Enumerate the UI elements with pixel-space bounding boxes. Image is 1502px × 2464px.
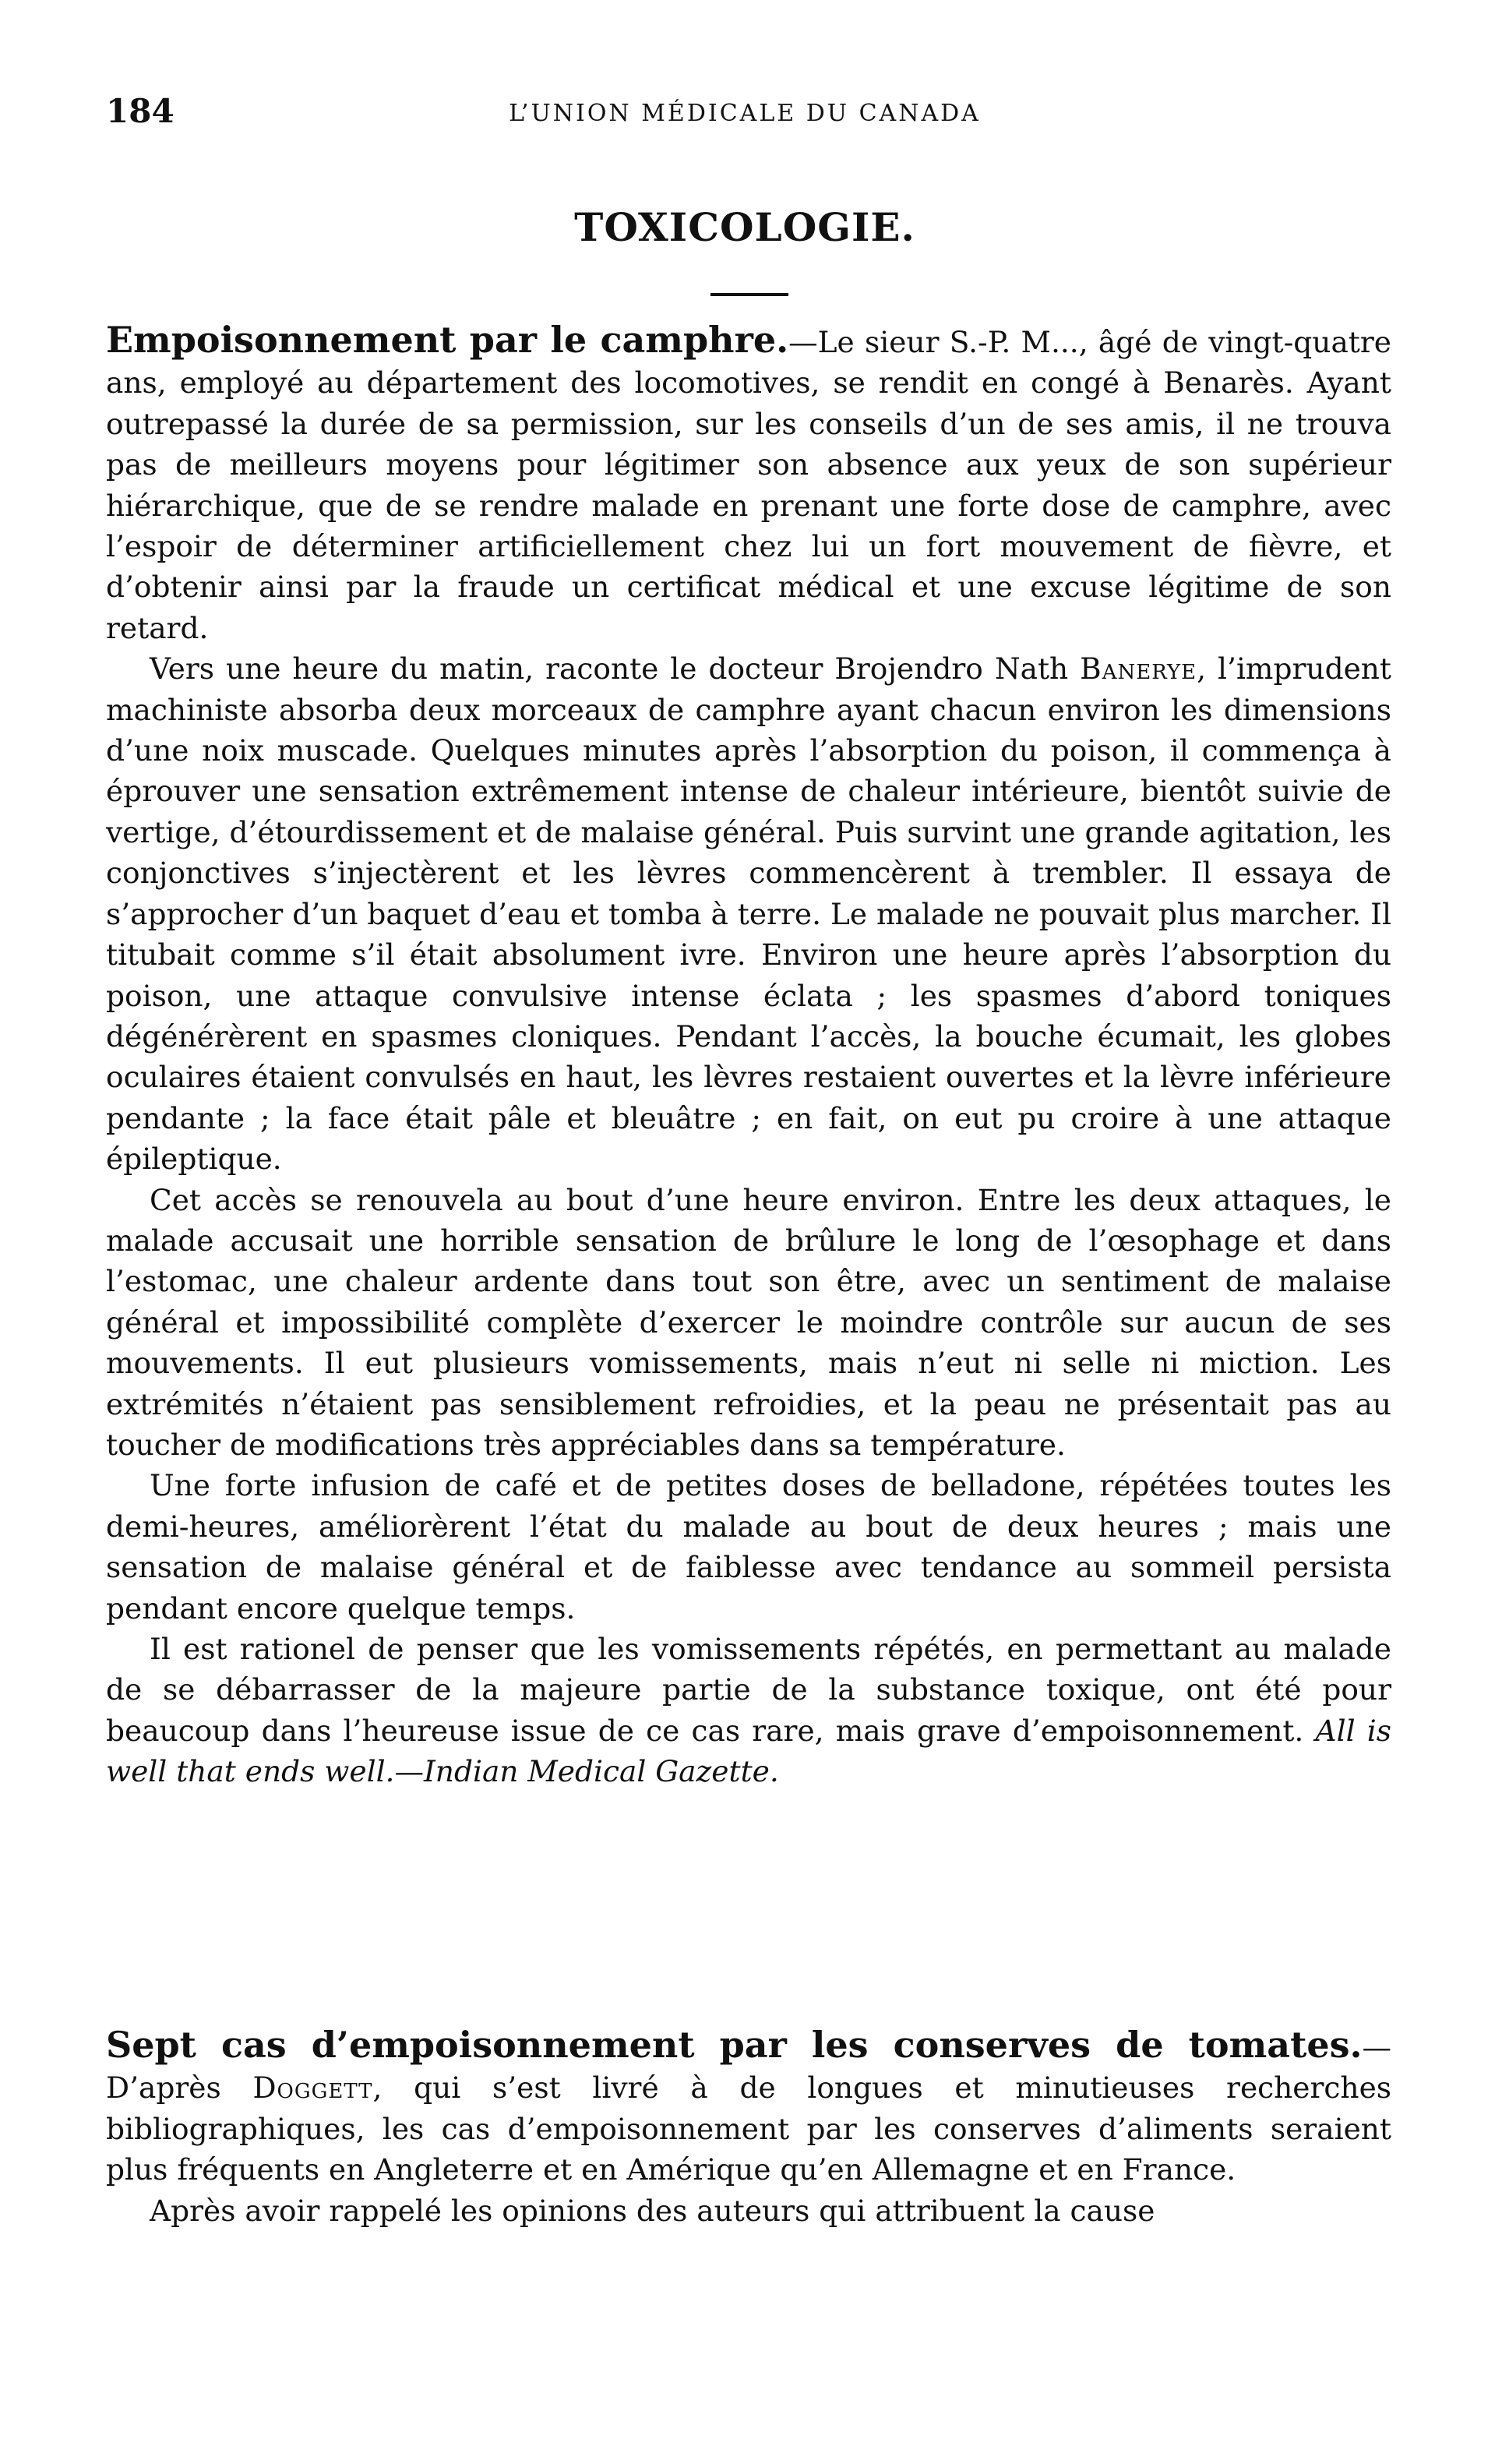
running-header <box>106 92 1384 139</box>
article-heading: Empoisonnement par le camphre. <box>106 319 789 361</box>
journal-title: L’UNION MÉDICALE DU CANADA <box>509 100 981 127</box>
paragraph-text: —Le sieur S.-P. M..., âgé de vingt-quatre ans, employé au département des locomotives, se rendit en congé à Benarès. Ayant outrepassé la durée de sa permission, sur les conseils d’un de ses amis, il ne trouva pas de meilleurs moyens pour légitimer son absence aux yeux de son supérieur hiérarchique, que de se rendre malade en prenant une forte dose de camphre, avec l’espoir de déterminer artificiellement chez lui un fort mouvement de fièvre, et d’obtenir ainsi par la fraude un certificat médical et une excuse légitime de son retard. <box>106 325 1391 645</box>
article-paragraph <box>106 1629 1391 1792</box>
author-name: Doggett <box>252 2070 373 2106</box>
article-heading: Sept cas d’empoisonnement par les conserves de tomates. <box>106 2024 1363 2066</box>
source-citation: All is well that ends well.—Indian Medical Gazette. <box>106 1713 1391 1789</box>
article-paragraph <box>106 2190 1391 2231</box>
paragraph-text: Cet accès se renouvela au bout d’une heure environ. Entre les deux attaques, le malade accusait une horrible sensation de brûlure le long de l’œsophage et dans l’estomac, une chaleur ardente dans tout son être, avec un sentiment de malaise général et impossibilité complète d’exercer le moindre contrôle sur aucun de ses mouvements. Il eut plusieurs vomissements, mais n’eut ni selle ni miction. Les extrémités n’étaient pas sensiblement refroidies, et la peau ne présentait pas au toucher de modifications très appréciables dans sa température. <box>106 1182 1391 1462</box>
paragraph-text: —D’après <box>106 2030 1391 2106</box>
section-title: TOXICOLOGIE. <box>574 204 915 250</box>
article-paragraph <box>106 2025 1391 2190</box>
article-paragraph <box>106 648 1391 1179</box>
doctor-name: Banerye <box>1080 651 1197 687</box>
article-paragraph <box>106 1465 1391 1629</box>
paragraph-text: Il est rationel de penser que les vomissements répétés, en permettant au malade de se débarrasser de la majeure partie de la substance toxique, ont été pour beaucoup dans l’heureuse issue de ce cas rare, mais grave d’empoisonnement. <box>106 1632 1391 1748</box>
paragraph-text: , qui s’est livré à de longues et minutieuses recherches bibliographiques, les cas d’empoisonnement par les conserves d’aliments seraient plus fréquents en Angleterre et en Amérique qu’en Allemagne et en France. <box>106 2070 1392 2187</box>
paragraph-text: Après avoir rappelé les opinions des auteurs qui attribuent la cause <box>150 2193 1155 2228</box>
page-number: 184 <box>106 92 175 130</box>
paragraph-text: Vers une heure du matin, raconte le docteur Brojendro Nath <box>150 651 1081 687</box>
article-camphre <box>106 319 1391 1792</box>
paragraph-text: , l’imprudent machiniste absorba deux morceaux de camphre ayant chacun environ les dimensions d’une noix muscade. Quelques minutes après l’absorption du poison, il commença à éprouver une sensation extrêmement intense de chaleur intérieure, bientôt suivie de vertige, d’étourdissement et de malaise général. Puis survint une grande agitation, les conjonctives s’injectèrent et les lèvres commencèrent à trembler. Il essaya de s’approcher d’un baquet d’eau et tomba à terre. Le malade ne pouvait plus marcher. Il titubait comme s’il était absolument ivre. Environ une heure après l’absorption du poison, une attaque convulsive intense éclata ; les spasmes d’abord toniques dégénérèrent en spasmes cloniques. Pendant l’accès, la bouche écumait, les globes oculaires étaient convulsés en haut, les lèvres restaient ouvertes et la lèvre inférieure pendante ; la face était pâle et bleuâtre ; en fait, on eut pu croire à une attaque épileptique. <box>106 651 1391 1177</box>
article-paragraph <box>106 319 1391 648</box>
article-paragraph <box>106 1180 1391 1466</box>
title-divider <box>710 293 788 296</box>
paragraph-text: Une forte infusion de café et de petites doses de belladone, répétées toutes les demi-heures, améliorèrent l’état du malade au bout de deux heures ; mais une sensation de malaise général et de faiblesse avec tendance au sommeil persista pendant encore quelque temps. <box>106 1468 1391 1626</box>
article-tomates <box>106 2025 1391 2231</box>
